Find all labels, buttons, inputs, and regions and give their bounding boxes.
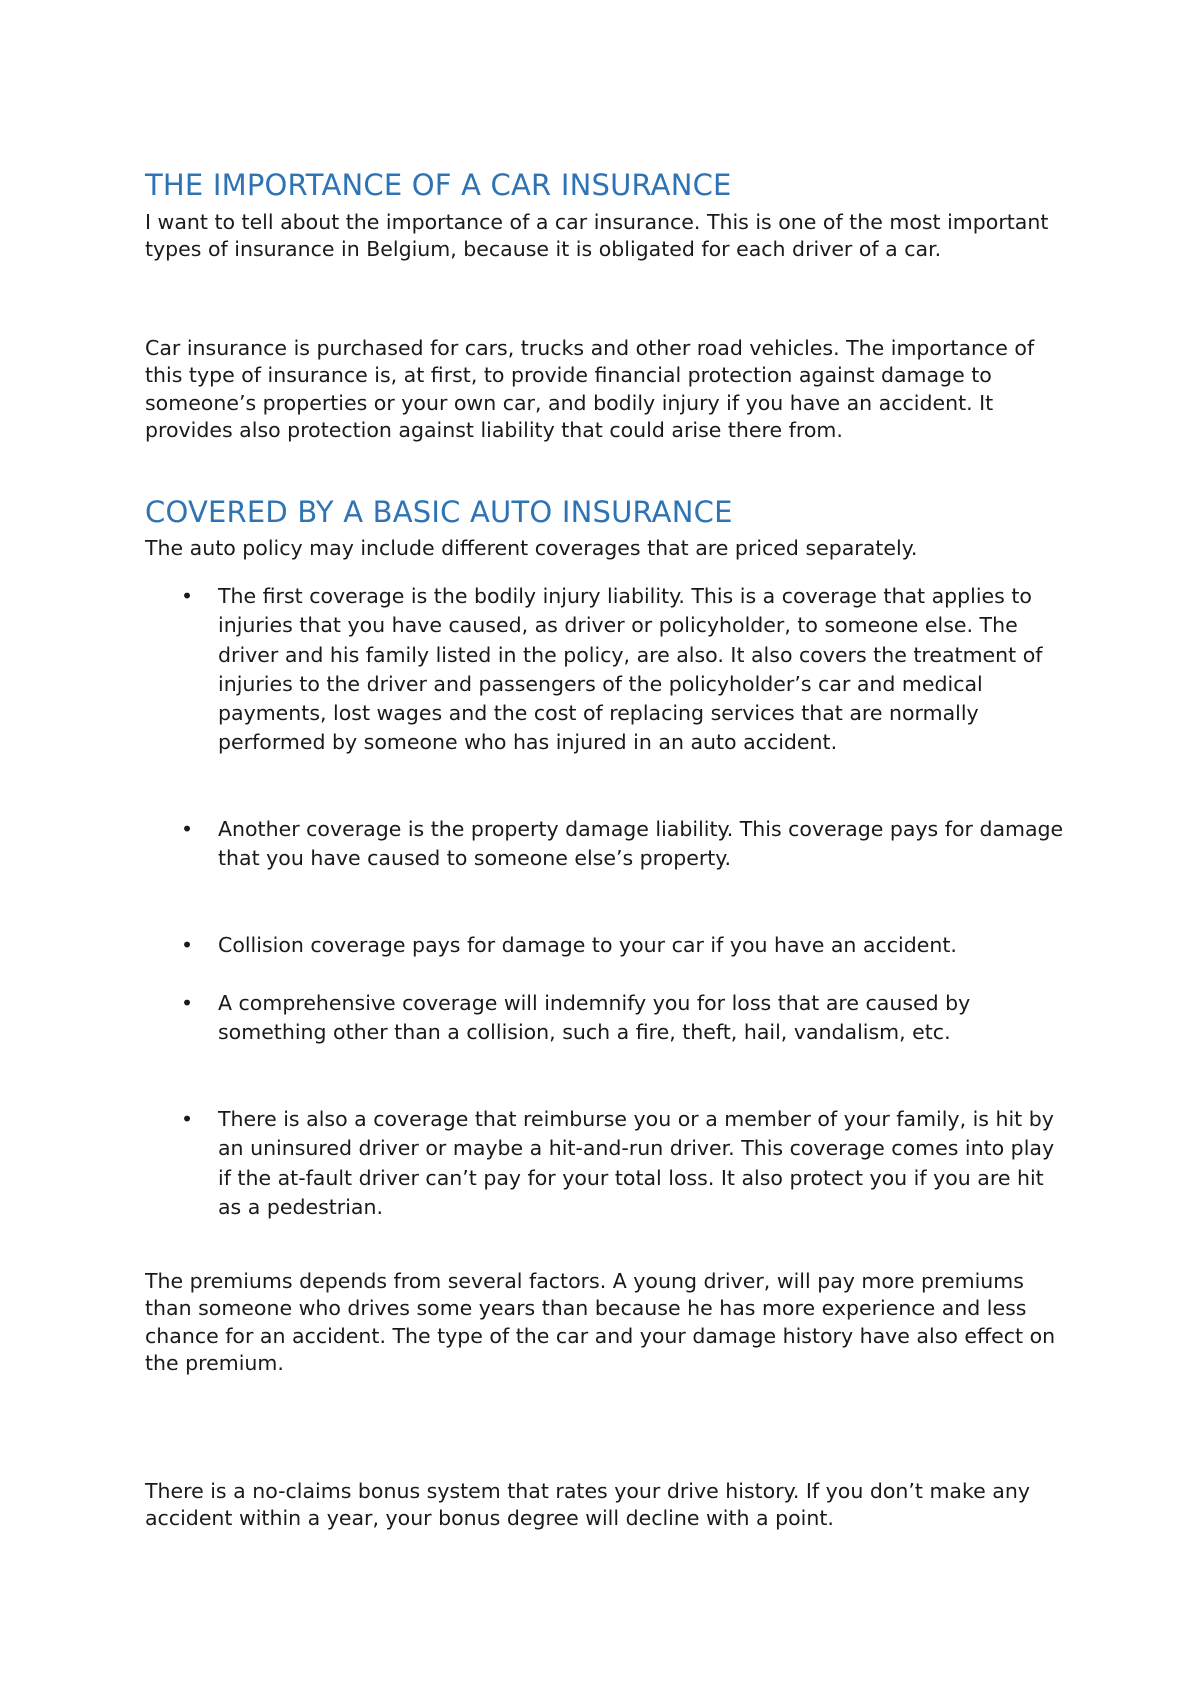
list-item-text: The first coverage is the bodily injury liability. This is a coverage that applies to injuries that you have caused, as driver or policyholder, to someone else. The driver and his family listed in the policy, are also. It also covers the treatment of injuries to the driver and passengers of the policyholder’s car and medical payments, lost wages and the cost of replacing services that are normally performed by someone who has injured in an auto accident.	[218, 584, 1043, 755]
list-item	[145, 1105, 1070, 1222]
list-item-text: There is also a coverage that reimburse you or a member of your family, is hit by an uninsured driver or maybe a hit-and-run driver. This coverage comes into play if the at-fault driver can’t pay for your total loss. It also protect you if you are hit as a pedestrian.	[218, 1107, 1055, 1219]
paragraph-premiums: The premiums depends from several factors. A young driver, will pay more premiums than someone who drives some years than because he has more experience and less chance for an accident. The type of the car and your damage history have also effect on the premium.	[145, 1269, 1056, 1375]
heading-covered: COVERED BY A BASIC AUTO INSURANCE	[145, 495, 733, 529]
list-item-text: Another coverage is the property damage liability. This coverage pays for damage that you have caused to someone else’s property.	[218, 817, 1064, 871]
bullet-icon: •	[181, 933, 194, 957]
bullet-icon: •	[181, 1107, 194, 1131]
paragraph-car-insurance: Car insurance is purchased for cars, trucks and other road vehicles. The importance of this type of insurance is, at first, to provide financial protection against damage to someone’s properties or your own car, and bodily injury if you have an accident. It provides also protection against liability that could arise there from.	[145, 336, 1035, 442]
paragraph-no-claims: There is a no-claims bonus system that rates your drive history. If you don’t make any accident within a year, your bonus degree will decline with a point.	[145, 1479, 1030, 1531]
list-item	[145, 815, 1070, 874]
bullet-icon: •	[181, 584, 194, 608]
list-item	[145, 989, 1070, 1048]
bullet-icon: •	[181, 817, 194, 841]
paragraph-intro: I want to tell about the importance of a car insurance. This is one of the most important types of insurance in Belgium, because it is obligated for each driver of a car.	[145, 210, 1049, 262]
list-item-text: Collision coverage pays for damage to your car if you have an accident.	[218, 933, 957, 957]
bullet-icon: •	[181, 991, 194, 1015]
heading-importance: THE IMPORTANCE OF A CAR INSURANCE	[145, 168, 732, 202]
paragraph-auto-policy: The auto policy may include different coverages that are priced separately.	[145, 536, 918, 560]
list-item-text: A comprehensive coverage will indemnify you for loss that are caused by something other than a collision, such a fire, theft, hail, vandalism, etc.	[218, 991, 971, 1045]
list-item	[145, 931, 1070, 960]
list-item	[145, 582, 1070, 758]
